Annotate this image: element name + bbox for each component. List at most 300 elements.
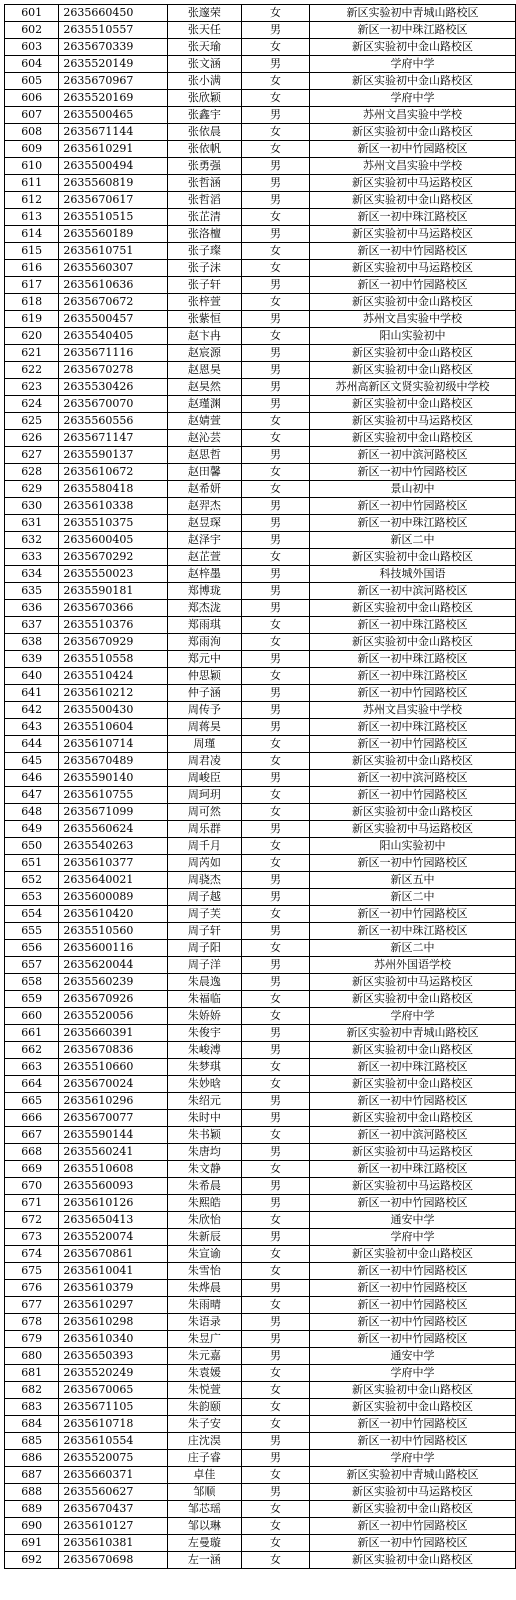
gender-cell: 女: [241, 838, 309, 855]
student-name-cell: 周千月: [167, 838, 241, 855]
gender-cell: 男: [241, 56, 309, 73]
table-row: [5, 22, 516, 39]
exam-id-cell: 2635610127: [59, 1518, 167, 1535]
gender-cell: 女: [241, 1518, 309, 1535]
row-number-cell: 638: [5, 634, 59, 651]
row-number-cell: 669: [5, 1161, 59, 1178]
student-name-cell: 周子芙: [167, 906, 241, 923]
row-number-cell: 617: [5, 277, 59, 294]
student-name-cell: 朱时中: [167, 1110, 241, 1127]
row-number-cell: 689: [5, 1501, 59, 1518]
exam-id-cell: 2635660450: [59, 5, 167, 22]
gender-cell: 女: [241, 1535, 309, 1552]
student-name-cell: 朱娇娇: [167, 1008, 241, 1025]
student-name-cell: 赵思哲: [167, 447, 241, 464]
table-row: [5, 464, 516, 481]
school-cell: 学府中学: [309, 90, 515, 107]
table-row: [5, 872, 516, 889]
student-name-cell: 张天任: [167, 22, 241, 39]
row-number-cell: 607: [5, 107, 59, 124]
exam-id-cell: 2635671147: [59, 430, 167, 447]
gender-cell: 女: [241, 1365, 309, 1382]
row-number-cell: 678: [5, 1314, 59, 1331]
student-name-cell: 赵芷萱: [167, 549, 241, 566]
student-name-cell: 朱昱广: [167, 1331, 241, 1348]
gender-cell: 男: [241, 1178, 309, 1195]
row-number-cell: 615: [5, 243, 59, 260]
gender-cell: 男: [241, 22, 309, 39]
gender-cell: 女: [241, 328, 309, 345]
exam-id-cell: 2635610672: [59, 464, 167, 481]
exam-id-cell: 2635560189: [59, 226, 167, 243]
student-name-cell: 朱唐均: [167, 1144, 241, 1161]
table-row: [5, 175, 516, 192]
school-cell: 新区实验初中金山路校区: [309, 1076, 515, 1093]
table-row: [5, 1093, 516, 1110]
gender-cell: 男: [241, 719, 309, 736]
row-number-cell: 601: [5, 5, 59, 22]
gender-cell: 女: [241, 906, 309, 923]
row-number-cell: 639: [5, 651, 59, 668]
student-name-cell: 郑雨洵: [167, 634, 241, 651]
table-row: [5, 991, 516, 1008]
school-cell: 苏州文昌实验中学校: [309, 702, 515, 719]
exam-id-cell: 2635660371: [59, 1467, 167, 1484]
school-cell: 新区实验初中马运路校区: [309, 226, 515, 243]
row-number-cell: 655: [5, 923, 59, 940]
gender-cell: 男: [241, 226, 309, 243]
school-cell: 新区一初中竹园路校区: [309, 243, 515, 260]
table-row: [5, 90, 516, 107]
row-number-cell: 624: [5, 396, 59, 413]
exam-id-cell: 2635670292: [59, 549, 167, 566]
student-name-cell: 邹顺: [167, 1484, 241, 1501]
exam-id-cell: 2635610379: [59, 1280, 167, 1297]
gender-cell: 女: [241, 209, 309, 226]
exam-id-cell: 2635520169: [59, 90, 167, 107]
table-row: [5, 1229, 516, 1246]
row-number-cell: 663: [5, 1059, 59, 1076]
table-row: [5, 651, 516, 668]
row-number-cell: 648: [5, 804, 59, 821]
student-name-cell: 朱宣谕: [167, 1246, 241, 1263]
gender-cell: 女: [241, 668, 309, 685]
school-cell: 新区一初中竹园路校区: [309, 1263, 515, 1280]
school-cell: 新区实验初中金山路校区: [309, 600, 515, 617]
exam-id-cell: 2635610554: [59, 1433, 167, 1450]
school-cell: 新区一初中竹园路校区: [309, 498, 515, 515]
student-name-cell: 周子洋: [167, 957, 241, 974]
gender-cell: 男: [241, 158, 309, 175]
gender-cell: 女: [241, 481, 309, 498]
row-number-cell: 666: [5, 1110, 59, 1127]
gender-cell: 男: [241, 889, 309, 906]
table-row: [5, 1484, 516, 1501]
student-name-cell: 张哲涵: [167, 175, 241, 192]
row-number-cell: 681: [5, 1365, 59, 1382]
school-cell: 阳山实验初中: [309, 328, 515, 345]
school-cell: 新区实验初中金山路校区: [309, 73, 515, 90]
exam-id-cell: 2635560624: [59, 821, 167, 838]
student-name-cell: 张子璨: [167, 243, 241, 260]
table-row: [5, 549, 516, 566]
school-cell: 阳山实验初中: [309, 838, 515, 855]
table-row: [5, 277, 516, 294]
row-number-cell: 684: [5, 1416, 59, 1433]
row-number-cell: 622: [5, 362, 59, 379]
row-number-cell: 626: [5, 430, 59, 447]
table-row: [5, 1433, 516, 1450]
table-row: [5, 719, 516, 736]
gender-cell: 男: [241, 1093, 309, 1110]
gender-cell: 女: [241, 1501, 309, 1518]
table-row: [5, 1450, 516, 1467]
school-cell: 新区实验初中金山路校区: [309, 1501, 515, 1518]
student-name-cell: 张依帆: [167, 141, 241, 158]
table-row: [5, 940, 516, 957]
row-number-cell: 608: [5, 124, 59, 141]
exam-id-cell: 2635600116: [59, 940, 167, 957]
student-name-cell: 朱韵颐: [167, 1399, 241, 1416]
table-row: [5, 838, 516, 855]
row-number-cell: 686: [5, 1450, 59, 1467]
gender-cell: 女: [241, 243, 309, 260]
school-cell: 新区一初中竹园路校区: [309, 277, 515, 294]
row-number-cell: 660: [5, 1008, 59, 1025]
row-number-cell: 614: [5, 226, 59, 243]
student-name-cell: 赵恩昊: [167, 362, 241, 379]
exam-id-cell: 2635670070: [59, 396, 167, 413]
table-row: [5, 396, 516, 413]
school-cell: 新区实验初中金山路校区: [309, 634, 515, 651]
table-row: [5, 1331, 516, 1348]
school-cell: 新区一初中竹园路校区: [309, 141, 515, 158]
gender-cell: 男: [241, 651, 309, 668]
gender-cell: 男: [241, 957, 309, 974]
row-number-cell: 687: [5, 1467, 59, 1484]
row-number-cell: 612: [5, 192, 59, 209]
row-number-cell: 606: [5, 90, 59, 107]
row-number-cell: 623: [5, 379, 59, 396]
gender-cell: 男: [241, 498, 309, 515]
student-name-cell: 周瑾: [167, 736, 241, 753]
exam-id-cell: 2635671116: [59, 345, 167, 362]
table-row: [5, 1110, 516, 1127]
school-cell: 新区一初中珠江路校区: [309, 1059, 515, 1076]
table-row: [5, 1212, 516, 1229]
gender-cell: 男: [241, 1314, 309, 1331]
exam-id-cell: 2635671099: [59, 804, 167, 821]
exam-id-cell: 2635671105: [59, 1399, 167, 1416]
exam-id-cell: 2635520074: [59, 1229, 167, 1246]
table-row: [5, 141, 516, 158]
student-name-cell: 赵田馨: [167, 464, 241, 481]
exam-id-cell: 2635610126: [59, 1195, 167, 1212]
gender-cell: 女: [241, 1399, 309, 1416]
school-cell: 新区实验初中金山路校区: [309, 1042, 515, 1059]
exam-id-cell: 2635650413: [59, 1212, 167, 1229]
school-cell: 新区一初中珠江路校区: [309, 209, 515, 226]
table-row: [5, 1348, 516, 1365]
row-number-cell: 636: [5, 600, 59, 617]
school-cell: 新区实验初中马运路校区: [309, 1178, 515, 1195]
gender-cell: 女: [241, 1076, 309, 1093]
row-number-cell: 602: [5, 22, 59, 39]
gender-cell: 男: [241, 974, 309, 991]
student-name-cell: 赵泽宇: [167, 532, 241, 549]
row-number-cell: 604: [5, 56, 59, 73]
table-row: [5, 345, 516, 362]
student-name-cell: 赵羿杰: [167, 498, 241, 515]
student-name-cell: 周蒋昊: [167, 719, 241, 736]
exam-id-cell: 2635560239: [59, 974, 167, 991]
row-number-cell: 661: [5, 1025, 59, 1042]
table-row: [5, 634, 516, 651]
student-name-cell: 赵婧萱: [167, 413, 241, 430]
exam-id-cell: 2635610636: [59, 277, 167, 294]
exam-id-cell: 2635560819: [59, 175, 167, 192]
table-row: [5, 889, 516, 906]
table-row: [5, 1552, 516, 1569]
row-number-cell: 662: [5, 1042, 59, 1059]
row-number-cell: 650: [5, 838, 59, 855]
row-number-cell: 618: [5, 294, 59, 311]
table-row: [5, 294, 516, 311]
table-row: [5, 617, 516, 634]
row-number-cell: 676: [5, 1280, 59, 1297]
school-cell: 新区实验初中青城山路校区: [309, 1467, 515, 1484]
gender-cell: 男: [241, 1144, 309, 1161]
gender-cell: 女: [241, 549, 309, 566]
table-row: [5, 1178, 516, 1195]
row-number-cell: 656: [5, 940, 59, 957]
exam-id-cell: 2635520249: [59, 1365, 167, 1382]
table-row: [5, 906, 516, 923]
exam-id-cell: 2635510376: [59, 617, 167, 634]
exam-id-cell: 2635670861: [59, 1246, 167, 1263]
gender-cell: 女: [241, 73, 309, 90]
table-row: [5, 56, 516, 73]
school-cell: 苏州文昌实验中学校: [309, 311, 515, 328]
gender-cell: 女: [241, 1212, 309, 1229]
gender-cell: 男: [241, 821, 309, 838]
exam-id-cell: 2635590137: [59, 447, 167, 464]
student-name-cell: 庄沈淏: [167, 1433, 241, 1450]
table-row: [5, 804, 516, 821]
row-number-cell: 657: [5, 957, 59, 974]
table-row: [5, 736, 516, 753]
gender-cell: 男: [241, 600, 309, 617]
school-cell: 新区实验初中青城山路校区: [309, 1025, 515, 1042]
gender-cell: 女: [241, 1161, 309, 1178]
exam-id-cell: 2635560093: [59, 1178, 167, 1195]
exam-id-cell: 2635540405: [59, 328, 167, 345]
row-number-cell: 673: [5, 1229, 59, 1246]
gender-cell: 男: [241, 447, 309, 464]
school-cell: 新区一初中珠江路校区: [309, 617, 515, 634]
school-cell: 通安中学: [309, 1348, 515, 1365]
student-name-cell: 张芷清: [167, 209, 241, 226]
school-cell: 新区一初中珠江路校区: [309, 668, 515, 685]
student-name-cell: 周可然: [167, 804, 241, 821]
school-cell: 新区实验初中金山路校区: [309, 362, 515, 379]
student-name-cell: 朱文静: [167, 1161, 241, 1178]
gender-cell: 女: [241, 430, 309, 447]
school-cell: 新区一初中滨河路校区: [309, 1127, 515, 1144]
gender-cell: 男: [241, 583, 309, 600]
table-row: [5, 1382, 516, 1399]
student-name-cell: 赵宸源: [167, 345, 241, 362]
exam-id-cell: 2635610297: [59, 1297, 167, 1314]
row-number-cell: 667: [5, 1127, 59, 1144]
exam-id-cell: 2635520149: [59, 56, 167, 73]
school-cell: 新区实验初中马运路校区: [309, 974, 515, 991]
school-cell: 新区实验初中金山路校区: [309, 430, 515, 447]
table-row: [5, 1127, 516, 1144]
row-number-cell: 628: [5, 464, 59, 481]
school-cell: 新区一初中竹园路校区: [309, 1535, 515, 1552]
gender-cell: 男: [241, 1450, 309, 1467]
table-row: [5, 515, 516, 532]
student-name-cell: 朱梦琪: [167, 1059, 241, 1076]
roster-body: [5, 5, 516, 1569]
row-number-cell: 619: [5, 311, 59, 328]
school-cell: 学府中学: [309, 1365, 515, 1382]
row-number-cell: 674: [5, 1246, 59, 1263]
row-number-cell: 640: [5, 668, 59, 685]
exam-id-cell: 2635560241: [59, 1144, 167, 1161]
table-row: [5, 821, 516, 838]
exam-id-cell: 2635610420: [59, 906, 167, 923]
table-row: [5, 73, 516, 90]
school-cell: 新区实验初中金山路校区: [309, 39, 515, 56]
school-cell: 新区实验初中金山路校区: [309, 804, 515, 821]
school-cell: 新区一初中竹园路校区: [309, 1297, 515, 1314]
student-name-cell: 张子轩: [167, 277, 241, 294]
table-row: [5, 260, 516, 277]
exam-id-cell: 2635510660: [59, 1059, 167, 1076]
row-number-cell: 654: [5, 906, 59, 923]
school-cell: 新区实验初中马运路校区: [309, 1144, 515, 1161]
gender-cell: 女: [241, 1552, 309, 1569]
school-cell: 新区一初中竹园路校区: [309, 464, 515, 481]
row-number-cell: 635: [5, 583, 59, 600]
gender-cell: 女: [241, 634, 309, 651]
exam-id-cell: 2635500430: [59, 702, 167, 719]
table-row: [5, 243, 516, 260]
table-row: [5, 1076, 516, 1093]
table-row: [5, 362, 516, 379]
gender-cell: 男: [241, 532, 309, 549]
table-row: [5, 1161, 516, 1178]
student-name-cell: 郑博珑: [167, 583, 241, 600]
gender-cell: 女: [241, 260, 309, 277]
table-row: [5, 1280, 516, 1297]
row-number-cell: 644: [5, 736, 59, 753]
table-row: [5, 1501, 516, 1518]
gender-cell: 女: [241, 1382, 309, 1399]
table-row: [5, 1008, 516, 1025]
student-name-cell: 赵昱琛: [167, 515, 241, 532]
student-name-cell: 左曼璇: [167, 1535, 241, 1552]
student-name-cell: 朱福临: [167, 991, 241, 1008]
exam-id-cell: 2635610377: [59, 855, 167, 872]
table-row: [5, 855, 516, 872]
student-name-cell: 张欣颖: [167, 90, 241, 107]
student-name-cell: 朱绍元: [167, 1093, 241, 1110]
row-number-cell: 643: [5, 719, 59, 736]
table-row: [5, 702, 516, 719]
student-name-cell: 赵卞冉: [167, 328, 241, 345]
student-name-cell: 朱书颖: [167, 1127, 241, 1144]
exam-id-cell: 2635610718: [59, 1416, 167, 1433]
student-name-cell: 周子越: [167, 889, 241, 906]
school-cell: 学府中学: [309, 56, 515, 73]
gender-cell: 男: [241, 107, 309, 124]
exam-id-cell: 2635610340: [59, 1331, 167, 1348]
gender-cell: 女: [241, 464, 309, 481]
row-number-cell: 680: [5, 1348, 59, 1365]
student-name-cell: 周传予: [167, 702, 241, 719]
row-number-cell: 611: [5, 175, 59, 192]
table-row: [5, 1042, 516, 1059]
table-row: [5, 328, 516, 345]
school-cell: 新区实验初中金山路校区: [309, 1552, 515, 1569]
school-cell: 苏州文昌实验中学校: [309, 107, 515, 124]
school-cell: 新区一初中竹园路校区: [309, 906, 515, 923]
gender-cell: 女: [241, 1467, 309, 1484]
row-number-cell: 647: [5, 787, 59, 804]
table-row: [5, 1025, 516, 1042]
gender-cell: 男: [241, 277, 309, 294]
school-cell: 新区一初中竹园路校区: [309, 736, 515, 753]
exam-id-cell: 2635510515: [59, 209, 167, 226]
row-number-cell: 651: [5, 855, 59, 872]
gender-cell: 女: [241, 940, 309, 957]
gender-cell: 男: [241, 192, 309, 209]
gender-cell: 女: [241, 855, 309, 872]
table-row: [5, 158, 516, 175]
school-cell: 科技城外国语: [309, 566, 515, 583]
gender-cell: 男: [241, 1331, 309, 1348]
student-name-cell: 周芮如: [167, 855, 241, 872]
school-cell: 新区一初中滨河路校区: [309, 583, 515, 600]
table-row: [5, 481, 516, 498]
gender-cell: 女: [241, 736, 309, 753]
student-name-cell: 朱语录: [167, 1314, 241, 1331]
gender-cell: 女: [241, 1263, 309, 1280]
school-cell: 新区二中: [309, 532, 515, 549]
table-row: [5, 1195, 516, 1212]
exam-id-cell: 2635590144: [59, 1127, 167, 1144]
exam-id-cell: 2635660391: [59, 1025, 167, 1042]
school-cell: 通安中学: [309, 1212, 515, 1229]
exam-id-cell: 2635670278: [59, 362, 167, 379]
table-row: [5, 1314, 516, 1331]
school-cell: 新区实验初中金山路校区: [309, 1246, 515, 1263]
school-cell: 新区一初中竹园路校区: [309, 1195, 515, 1212]
table-row: [5, 600, 516, 617]
exam-id-cell: 2635610714: [59, 736, 167, 753]
school-cell: 新区实验初中金山路校区: [309, 1110, 515, 1127]
table-row: [5, 39, 516, 56]
school-cell: 新区一初中竹园路校区: [309, 1416, 515, 1433]
school-cell: 新区一初中珠江路校区: [309, 22, 515, 39]
row-number-cell: 603: [5, 39, 59, 56]
school-cell: 新区一初中竹园路校区: [309, 1518, 515, 1535]
row-number-cell: 627: [5, 447, 59, 464]
gender-cell: 女: [241, 1416, 309, 1433]
